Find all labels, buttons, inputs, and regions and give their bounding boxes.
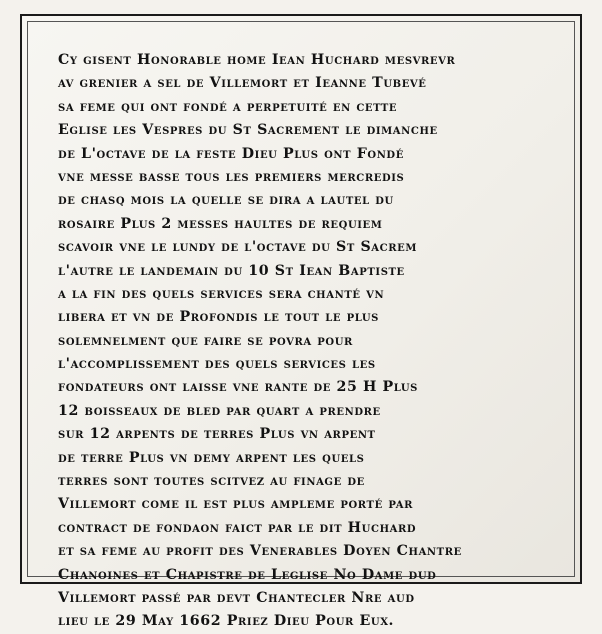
inscription-line-9: scavoir vne le lundy de l'octave du St Sacrem <box>58 239 418 256</box>
inscription-line-4: Eglise les Vespres du St Sacrement le dimanche <box>58 122 438 139</box>
inscription-line-23: Chanoines et Chapistre de Leglise No Dame dud <box>58 566 437 583</box>
inscription-line-17: sur 12 arpents de terres Plus vn arpent <box>58 426 376 443</box>
inscription-line-1: Cy gisent Honorable home Iean Huchard mesvrevr <box>58 52 456 68</box>
inscription-line-15: fondateurs ont laisse vne rante de 25 H Plus <box>58 379 419 396</box>
inscription-line-12: libera et vn de Profondis le tout le plus <box>58 309 380 326</box>
inscription-line-2: av grenier a sel de Villemort et Ieanne Tubevé <box>58 75 427 92</box>
inscription-line-18: de terre Plus vn demy arpent les quels <box>58 449 365 466</box>
inscription-line-22: et sa feme au profit des Venerables Doyen Chantre <box>58 543 462 560</box>
inscription-line-13: solemnelment que faire se povra pour <box>58 332 353 349</box>
inscription-line-19: terres sont toutes scitvez au finage de <box>58 473 365 490</box>
inscription-line-20: Villemort come il est plus ampleme porté par <box>58 496 413 513</box>
inscription-line-14: l'accomplissement des quels services les <box>58 356 376 373</box>
inscription-line-3: sa feme qui ont fondé a perpetuité en cette <box>58 98 398 115</box>
inscription-line-5: de L'octave de la feste Dieu Plus ont Fondé <box>58 145 404 162</box>
inscription-line-24: Villemort passé par devt Chantecler Nre aud <box>58 589 415 606</box>
inscription-line-10: l'autre le landemain du 10 St Iean Baptiste <box>58 262 405 279</box>
inscription-line-7: de chasq mois la quelle se dira a lautel du <box>58 192 394 209</box>
inscription-text <box>58 49 558 634</box>
inscription-line-16: 12 boisseaux de bled par quart a prendre <box>58 402 381 419</box>
inscription-line-6: vne messe basse tous les premiers mercredis <box>58 168 405 185</box>
inscription-line-11: a la fin des quels services sera chanté vn <box>58 285 385 302</box>
inscription-line-21: contract de fondaon faict par le dit Huchard <box>58 519 417 536</box>
inscription-line-25: lieu le 29 May 1662 Priez Dieu Pour Eux. <box>58 613 395 630</box>
memorial-plaque <box>20 14 582 630</box>
inscription-line-8: rosaire Plus 2 messes haultes de requiem <box>58 215 383 232</box>
